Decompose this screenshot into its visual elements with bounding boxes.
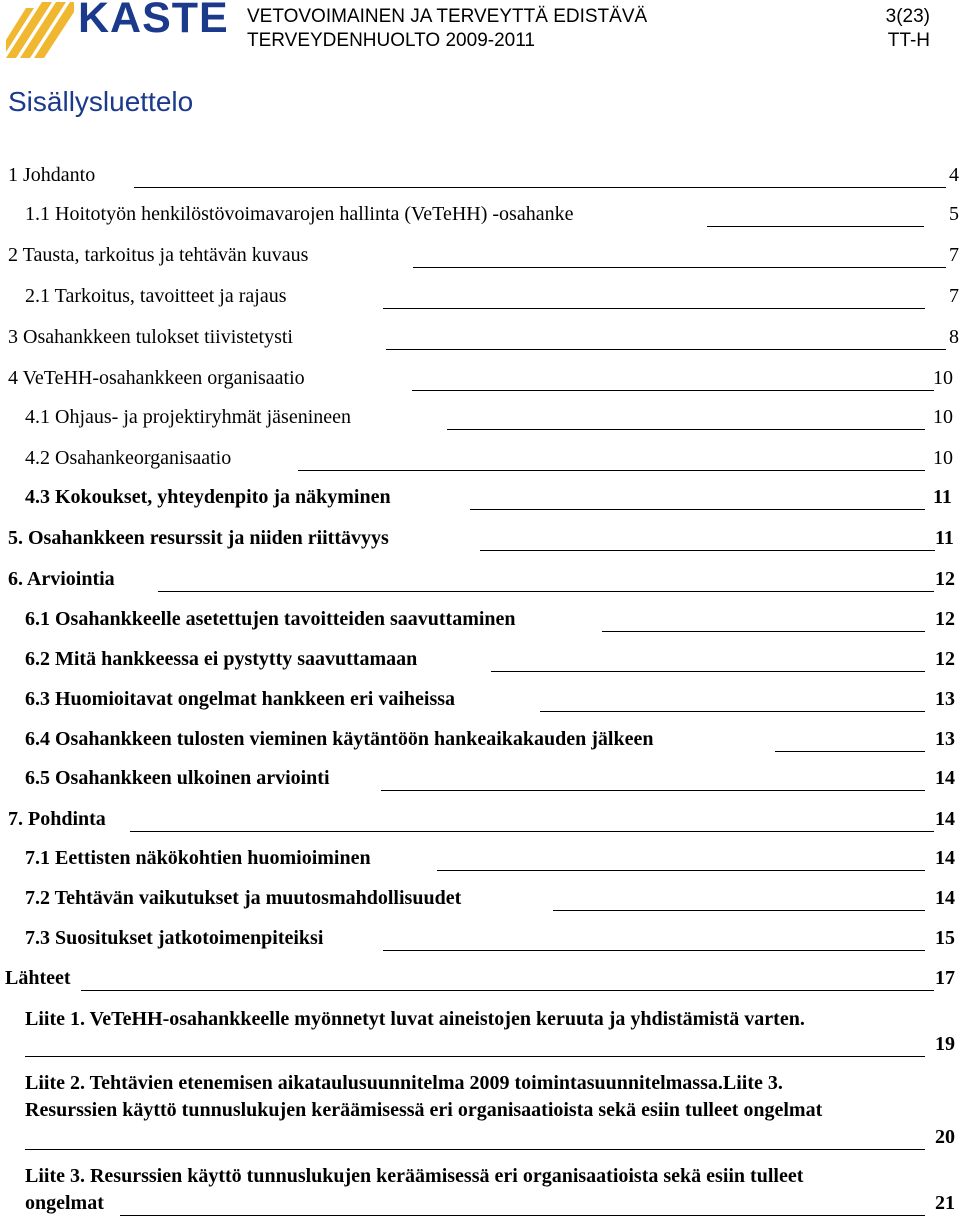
toc-entry-page: 10	[933, 367, 953, 389]
toc-entry-page: 13	[935, 728, 955, 750]
toc-leader	[480, 550, 935, 551]
toc-leader	[412, 390, 934, 391]
toc-entry-page: 7	[949, 285, 959, 307]
toc-entry[interactable]	[8, 808, 960, 836]
appendix-line	[25, 1072, 960, 1100]
appendix-page: 21	[935, 1192, 955, 1214]
appendix-label: Liite 1. VeTeHH-osahankkeelle myönnetyt luvat aineistojen keruuta ja yhdistämistä varten.	[25, 1008, 805, 1030]
toc-leader	[553, 910, 925, 911]
toc-entry[interactable]	[25, 608, 960, 636]
toc-entry[interactable]	[25, 767, 960, 795]
toc-entry-page: 11	[933, 486, 952, 508]
toc-entry[interactable]	[25, 847, 960, 875]
toc-entry-label: 7.3 Suositukset jatkotoimenpiteiksi	[25, 927, 324, 949]
toc-leader	[413, 267, 946, 268]
toc-entry-label: 6.5 Osahankkeen ulkoinen arviointi	[25, 767, 330, 789]
toc-entry-page: 12	[935, 648, 955, 670]
toc-entry[interactable]	[25, 688, 960, 716]
toc-entry[interactable]	[8, 164, 960, 192]
toc-entry-page: 14	[935, 808, 955, 830]
toc-entry-label: 6.2 Mitä hankkeessa ei pystytty saavuttamaan	[25, 648, 418, 670]
appendix-line	[25, 1192, 960, 1220]
toc-entry[interactable]	[8, 527, 960, 555]
page-title: Sisällysluettelo	[8, 86, 194, 117]
toc-leader	[383, 950, 925, 951]
appendix-line	[25, 1033, 960, 1061]
toc-entry[interactable]	[25, 203, 960, 231]
appendix-page: 19	[935, 1033, 955, 1055]
toc-leader	[158, 591, 934, 592]
toc-entry[interactable]	[8, 326, 960, 354]
toc-leader	[775, 751, 925, 752]
page-reference: 3(23)	[885, 6, 930, 27]
appendix-label-line2: Resurssien käyttö tunnuslukujen keräämisessä eri organisaatioista sekä esiin tulleet ongelmat	[25, 1099, 823, 1121]
toc-entry[interactable]	[25, 927, 960, 955]
toc-entry-label: 4.1 Ohjaus- ja projektiryhmät jäsenineen	[25, 406, 352, 428]
toc-entry-page: 4	[949, 164, 959, 186]
logo-stripes-icon	[4, 0, 76, 60]
toc-entry-label: 6.1 Osahankkeelle asetettujen tavoitteiden saavuttaminen	[25, 608, 516, 630]
toc-entry-label: 1 Johdanto	[8, 164, 96, 186]
appendix-line	[25, 1126, 960, 1154]
toc-entry-page: 14	[935, 767, 955, 789]
toc-leader	[381, 790, 925, 791]
toc-entry[interactable]	[8, 568, 960, 596]
appendix-line	[25, 1165, 960, 1193]
appendix-label: Liite 3. Resurssien käyttö tunnuslukujen keräämisessä eri organisaatioista sekä esiin tulleet	[25, 1165, 804, 1187]
toc-entry-label: 6. Arviointia	[8, 568, 115, 590]
toc-entry-page: 7	[949, 244, 959, 266]
toc-entry[interactable]	[25, 447, 960, 475]
toc-leader	[130, 831, 934, 832]
toc-entry-page: 8	[949, 326, 959, 348]
toc-entry-page: 15	[935, 927, 955, 949]
header-title-line1: VETOVOIMAINEN JA TERVEYTTÄ EDISTÄVÄ	[247, 6, 648, 27]
toc-entry-page: 14	[935, 887, 955, 909]
toc-leader	[120, 1215, 925, 1216]
appendix-line	[25, 1008, 960, 1036]
toc-leader	[540, 711, 925, 712]
toc-entry-page: 11	[935, 527, 954, 549]
toc-entry-label: 7.2 Tehtävän vaikutukset ja muutosmahdollisuudet	[25, 887, 462, 909]
toc-entry-label: 1.1 Hoitotyön henkilöstövoimavarojen hallinta (VeTeHH) -osahanke	[25, 203, 574, 225]
toc-entry-page: 17	[935, 967, 955, 989]
toc-leader	[25, 1056, 925, 1057]
toc-leader	[707, 226, 924, 227]
toc-entry-label: 4 VeTeHH-osahankkeen organisaatio	[8, 367, 305, 389]
logo-text: KASTE	[78, 0, 229, 42]
toc-entry-label: 2.1 Tarkoitus, tavoitteet ja rajaus	[25, 285, 287, 307]
toc-leader	[447, 429, 925, 430]
toc-entry-page: 5	[949, 203, 959, 225]
toc-entry-page: 13	[935, 688, 955, 710]
toc-entry-page: 10	[933, 447, 953, 469]
toc-leader	[25, 1149, 925, 1150]
toc-entry[interactable]	[8, 367, 960, 395]
toc-entry-label: Lähteet	[5, 967, 71, 989]
toc-entry-label: 6.4 Osahankkeen tulosten vieminen käytäntöön hankeaikakauden jälkeen	[25, 728, 654, 750]
toc-leader	[602, 631, 925, 632]
toc-entry[interactable]	[25, 728, 960, 756]
toc-entry[interactable]	[8, 244, 960, 272]
toc-entry-page: 12	[935, 608, 955, 630]
toc-entry[interactable]	[25, 648, 960, 676]
appendix-label-line2: ongelmat	[25, 1192, 104, 1214]
header-title-line2: TERVEYDENHUOLTO 2009-2011	[247, 30, 535, 51]
toc-leader	[383, 308, 925, 309]
toc-entry-label: 2 Tausta, tarkoitus ja tehtävän kuvaus	[8, 244, 309, 266]
document-code: TT-H	[887, 30, 930, 51]
toc-leader	[470, 509, 925, 510]
kaste-logo	[4, 0, 229, 60]
toc-entry-label: 5. Osahankkeen resurssit ja niiden riittävyys	[8, 527, 389, 549]
appendix-page: 20	[935, 1126, 955, 1148]
toc-entry[interactable]	[25, 486, 960, 514]
toc-entry-page: 14	[935, 847, 955, 869]
toc-entry-label: 4.3 Kokoukset, yhteydenpito ja näkyminen	[25, 486, 391, 508]
toc-entry-label: 4.2 Osahankeorganisaatio	[25, 447, 232, 469]
toc-leader	[491, 671, 925, 672]
toc-entry-label: 6.3 Huomioitavat ongelmat hankkeen eri vaiheissa	[25, 688, 456, 710]
toc-leader	[134, 187, 946, 188]
toc-entry-label: 7. Pohdinta	[8, 808, 106, 830]
appendix-line	[25, 1099, 960, 1127]
toc-entry-page: 10	[933, 406, 953, 428]
toc-entry[interactable]	[25, 406, 960, 434]
toc-leader	[298, 470, 925, 471]
toc-entry[interactable]	[5, 967, 960, 995]
toc-entry[interactable]	[25, 887, 960, 915]
appendix-label: Liite 2. Tehtävien etenemisen aikataulusuunnitelma 2009 toimintasuunnitelmassa.Liite 3.	[25, 1072, 783, 1094]
toc-leader	[81, 990, 934, 991]
toc-entry-page: 12	[935, 568, 955, 590]
toc-entry-label: 3 Osahankkeen tulokset tiivistetysti	[8, 326, 293, 348]
toc-leader	[437, 870, 925, 871]
toc-entry-label: 7.1 Eettisten näkökohtien huomioiminen	[25, 847, 371, 869]
toc-leader	[386, 349, 946, 350]
toc-entry[interactable]	[25, 285, 960, 313]
